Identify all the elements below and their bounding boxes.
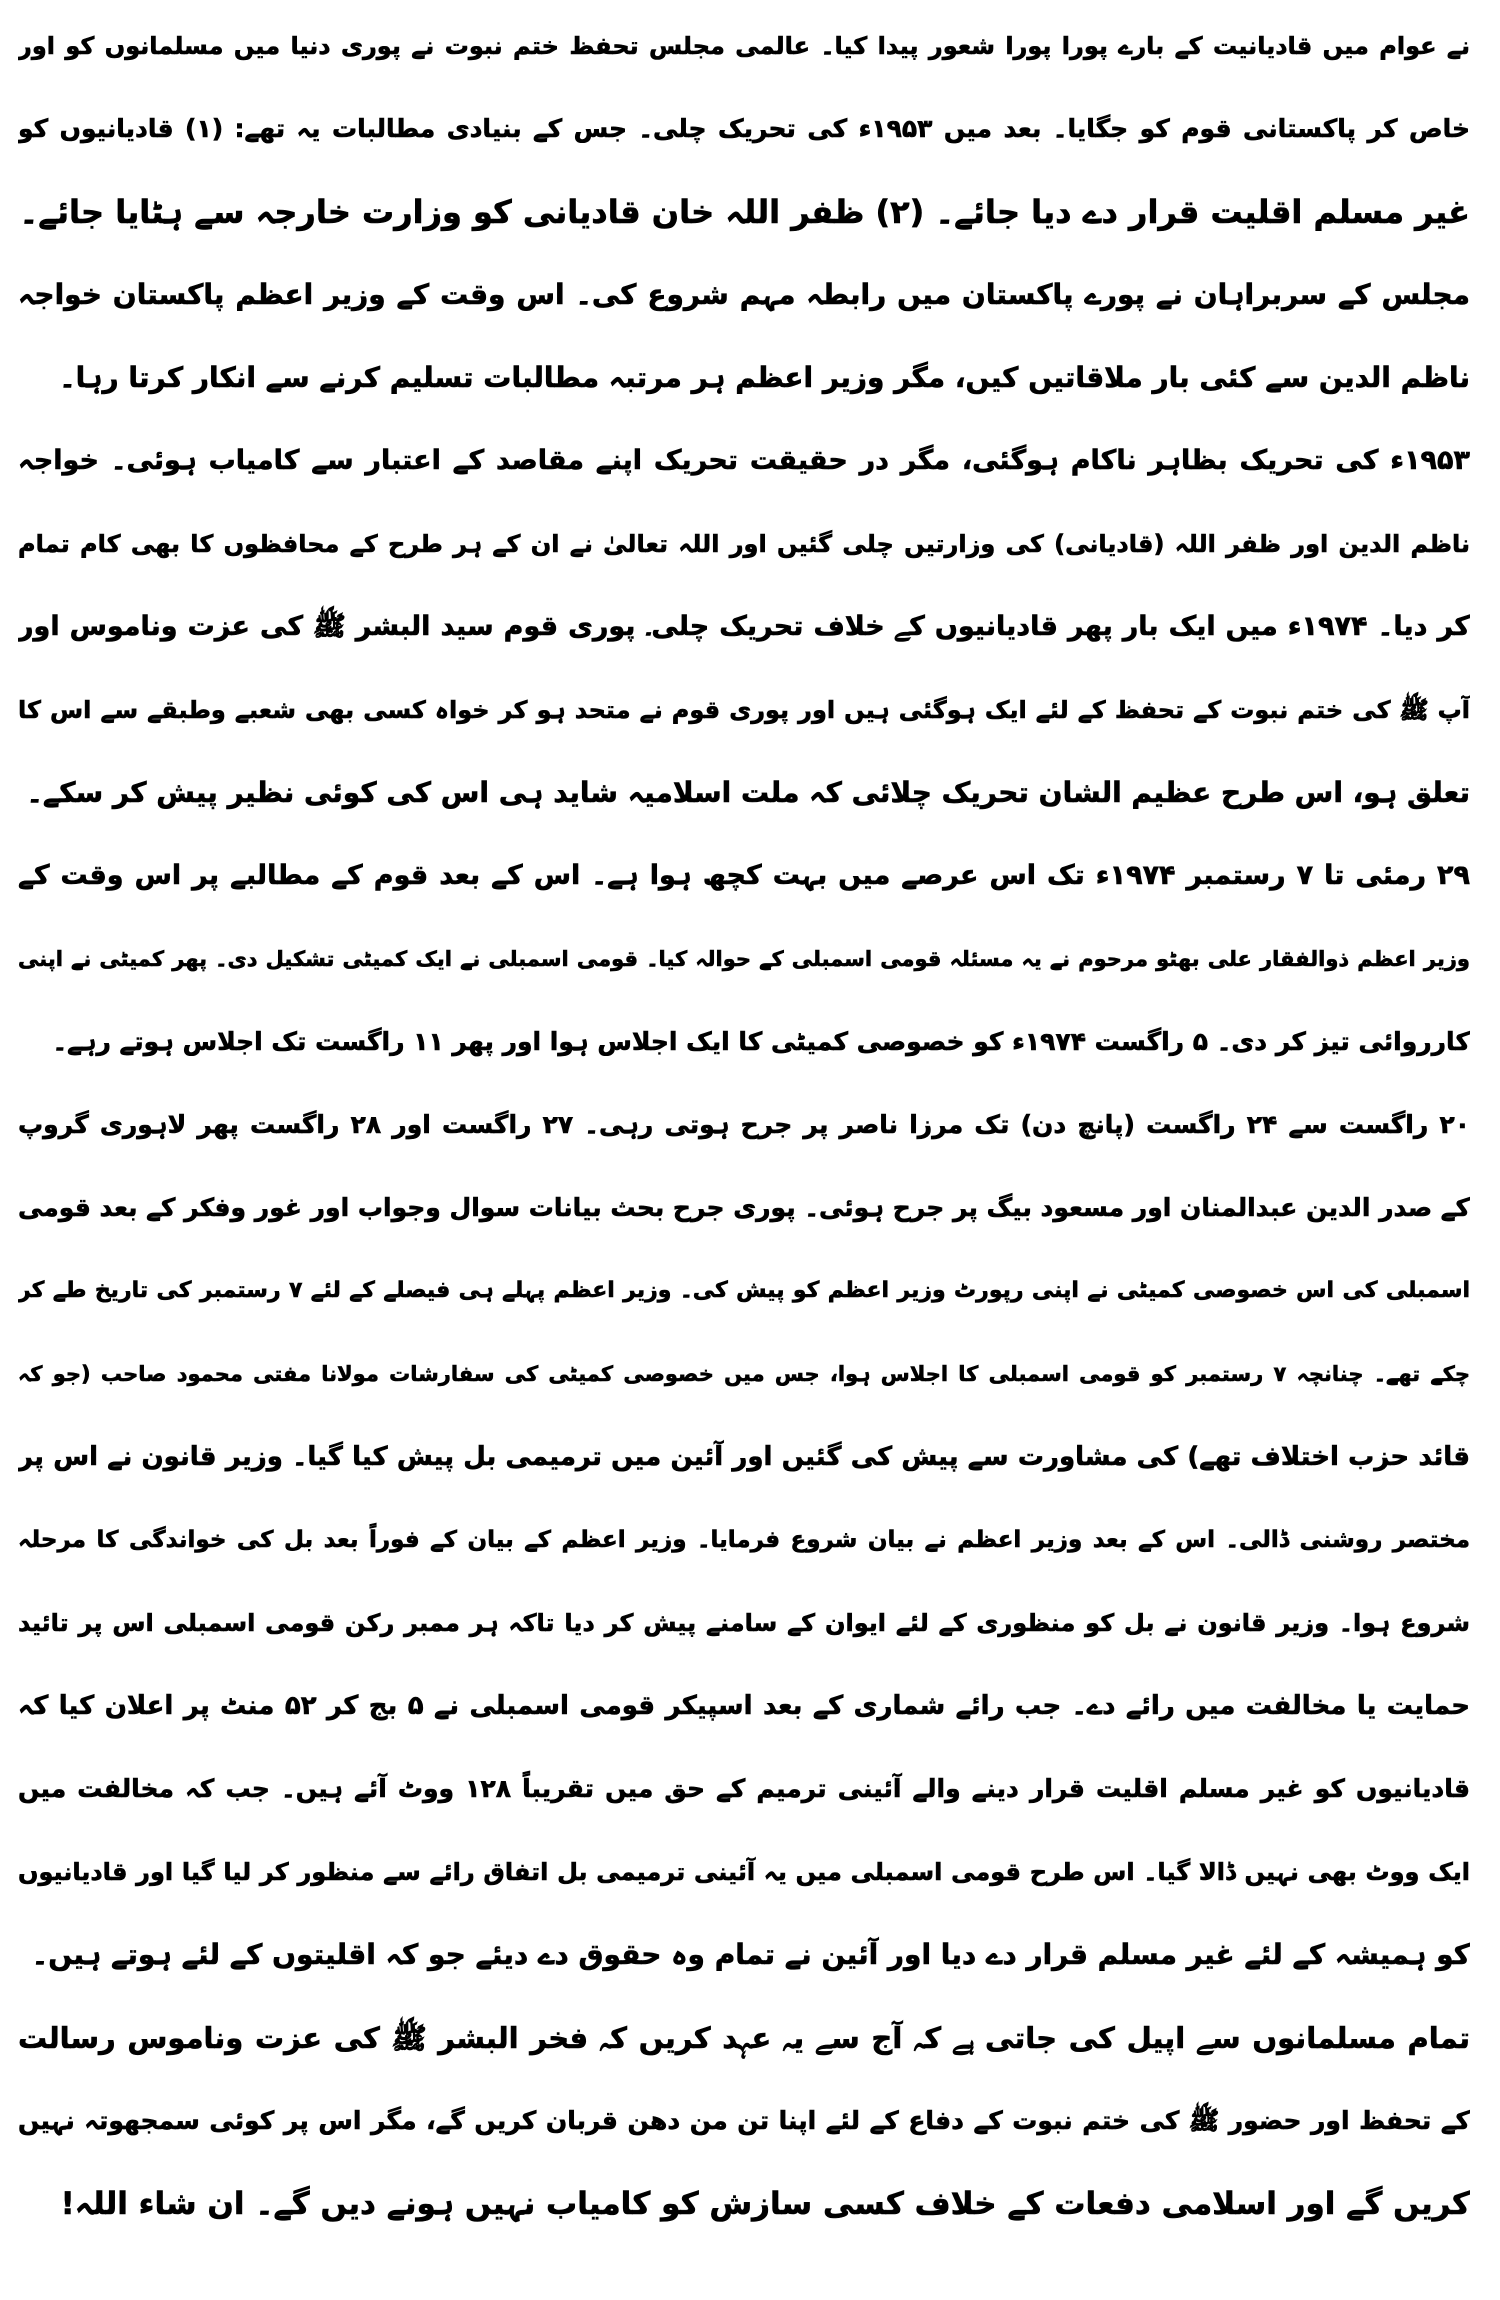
text-line: خاص کر پاکستانی قوم کو جگایا۔ بعد میں ۱۹۵۳ء کی تحریک چلی۔ جس کے بنیادی مطالبات یہ تھے: (۱) قادیانیوں کو	[18, 114, 1470, 143]
text-line: حمایت یا مخالفت میں رائے دے۔ جب رائے شماری کے بعد اسپیکر قومی اسمبلی نے ۵ بج کر ۵۲ منٹ پر اعلان کیا کہ	[18, 1691, 1470, 1721]
text-line: کو ہمیشہ کے لئے غیر مسلم قرار دے دیا اور آئین نے تمام وہ حقوق دے دیئے جو کہ اقلیتوں کے لئے ہوتے ہیں۔	[31, 1938, 1470, 1971]
text-line: وزیر اعظم ذوالفقار علی بھٹو مرحوم نے یہ مسئلہ قومی اسمبلی کے حوالہ کیا۔ قومی اسمبلی نے ایک کمیٹی تشکیل دی۔ پھر کمیٹی نے اپنی	[18, 947, 1470, 971]
text-line: ناظم الدین اور ظفر اللہ (قادیانی) کی وزارتیں چلی گئیں اور اللہ تعالیٰ نے ان کے ہر طرح کے محافظوں کا بھی کام تمام	[18, 530, 1470, 558]
text-line: اسمبلی کی اس خصوصی کمیٹی نے اپنی رپورٹ وزیر اعظم کو پیش کی۔ وزیر اعظم پہلے ہی فیصلے کے لئے ۷ رستمبر کی تاریخ طے کر	[18, 1278, 1470, 1303]
text-line: تعلق ہو، اس طرح عظیم الشان تحریک چلائی کہ ملت اسلامیہ شاید ہی اس کی کوئی نظیر پیش کر سکے۔	[26, 776, 1470, 809]
text-line: کارروائی تیز کر دی۔ ۵ راگست ۱۹۷۴ء کو خصوصی کمیٹی کا ایک اجلاس ہوا اور پھر ۱۱ راگست تک اجلاس ہوتے رہے۔	[52, 1027, 1470, 1056]
text-line: کر دیا۔ ۱۹۷۴ء میں ایک بار پھر قادیانیوں کے خلاف تحریک چلی۔ پوری قوم سید البشر ﷺ کی عزت وناموس اور	[18, 611, 1470, 642]
text-line: کے صدر الدین عبدالمنان اور مسعود بیگ پر جرح ہوئی۔ پوری جرح بحث بیانات سوال وجواب اور غور وفکر کے بعد قومی	[18, 1193, 1470, 1222]
text-line: قادیانیوں کو غیر مسلم اقلیت قرار دینے والے آئینی ترمیم کے حق میں تقریباً ۱۲۸ ووٹ آئے ہیں۔ جب کہ مخالفت میں	[18, 1774, 1470, 1803]
text-line: مجلس کے سربراہان نے پورے پاکستان میں رابطہ مہم شروع کی۔ اس وقت کے وزیر اعظم پاکستان خواجہ	[18, 278, 1470, 311]
text-line: ۲۰ راگست سے ۲۴ راگست (پانچ دن) تک مرزا ناصر پر جرح ہوتی رہی۔ ۲۷ راگست اور ۲۸ راگست پھر لاہوری گروپ	[18, 1110, 1470, 1139]
text-line: غیر مسلم اقلیت قرار دے دیا جائے۔ (۲) ظفر اللہ خان قادیانی کو وزارت خارجہ سے ہٹایا جائے۔	[19, 193, 1470, 231]
text-line: کے تحفظ اور حضور ﷺ کی ختم نبوت کے دفاع کے لئے اپنا تن من دھن قربان کریں گے، مگر اس پر کوئی سمجھوتہ نہیں	[18, 2106, 1470, 2135]
text-line: مختصر روشنی ڈالی۔ اس کے بعد وزیر اعظم نے بیان شروع فرمایا۔ وزیر اعظم کے بیان کے فوراً بعد بل کی خواندگی کا مرحلہ	[18, 1527, 1470, 1553]
text-line: ۲۹ رمئی تا ۷ رستمبر ۱۹۷۴ء تک اس عرصے میں بہت کچھ ہوا ہے۔ اس کے بعد قوم کے مطالبے پر اس وقت کے	[18, 860, 1470, 891]
document-page	[18, 14, 1470, 2284]
text-line: تمام مسلمانوں سے اپیل کی جاتی ہے کہ آج سے یہ عہد کریں کہ فخر البشر ﷺ کی عزت وناموس رسالت	[18, 2021, 1470, 2055]
text-line: چکے تھے۔ چنانچہ ۷ رستمبر کو قومی اسمبلی کا اجلاس ہوا، جس میں خصوصی کمیٹی کی سفارشات مولانا مفتی محمود صاحب (جو کہ	[18, 1362, 1470, 1386]
text-line: کریں گے اور اسلامی دفعات کے خلاف کسی سازش کو کامیاب نہیں ہونے دیں گے۔ ان شاء اللہ!	[60, 2186, 1470, 2222]
text-line: ناظم الدین سے کئی بار ملاقاتیں کیں، مگر وزیر اعظم ہر مرتبہ مطالبات تسلیم کرنے سے انکار کرتا رہا۔	[59, 361, 1470, 394]
text-line: قائد حزب اختلاف تھے) کی مشاورت سے پیش کی گئیں اور آئین میں ترمیمی بل پیش کیا گیا۔ وزیر قانون نے اس پر	[18, 1442, 1470, 1472]
text-line: آپ ﷺ کی ختم نبوت کے تحفظ کے لئے ایک ہوگئی ہیں اور پوری قوم نے متحد ہو کر خواہ کسی بھی شعبے وطبقے سے اس کا	[18, 696, 1470, 724]
text-line: نے عوام میں قادیانیت کے بارے پورا پورا شعور پیدا کیا۔ عالمی مجلس تحفظ ختم نبوت نے پوری دنیا میں مسلمانوں کو اور	[18, 32, 1470, 60]
text-line: ۱۹۵۳ء کی تحریک بظاہر ناکام ہوگئی، مگر در حقیقت تحریک اپنے مقاصد کے اعتبار سے کامیاب ہوئی۔ خواجہ	[18, 445, 1470, 476]
text-line: ایک ووٹ بھی نہیں ڈالا گیا۔ اس طرح قومی اسمبلی میں یہ آئینی ترمیمی بل اتفاق رائے سے منظور کر لیا گیا اور قادیانیوں	[18, 1858, 1470, 1886]
text-line: شروع ہوا۔ وزیر قانون نے بل کو منظوری کے لئے ایوان کے سامنے پیش کر دیا تاکہ ہر ممبر رکن قومی اسمبلی اس پر تائید	[18, 1609, 1470, 1637]
